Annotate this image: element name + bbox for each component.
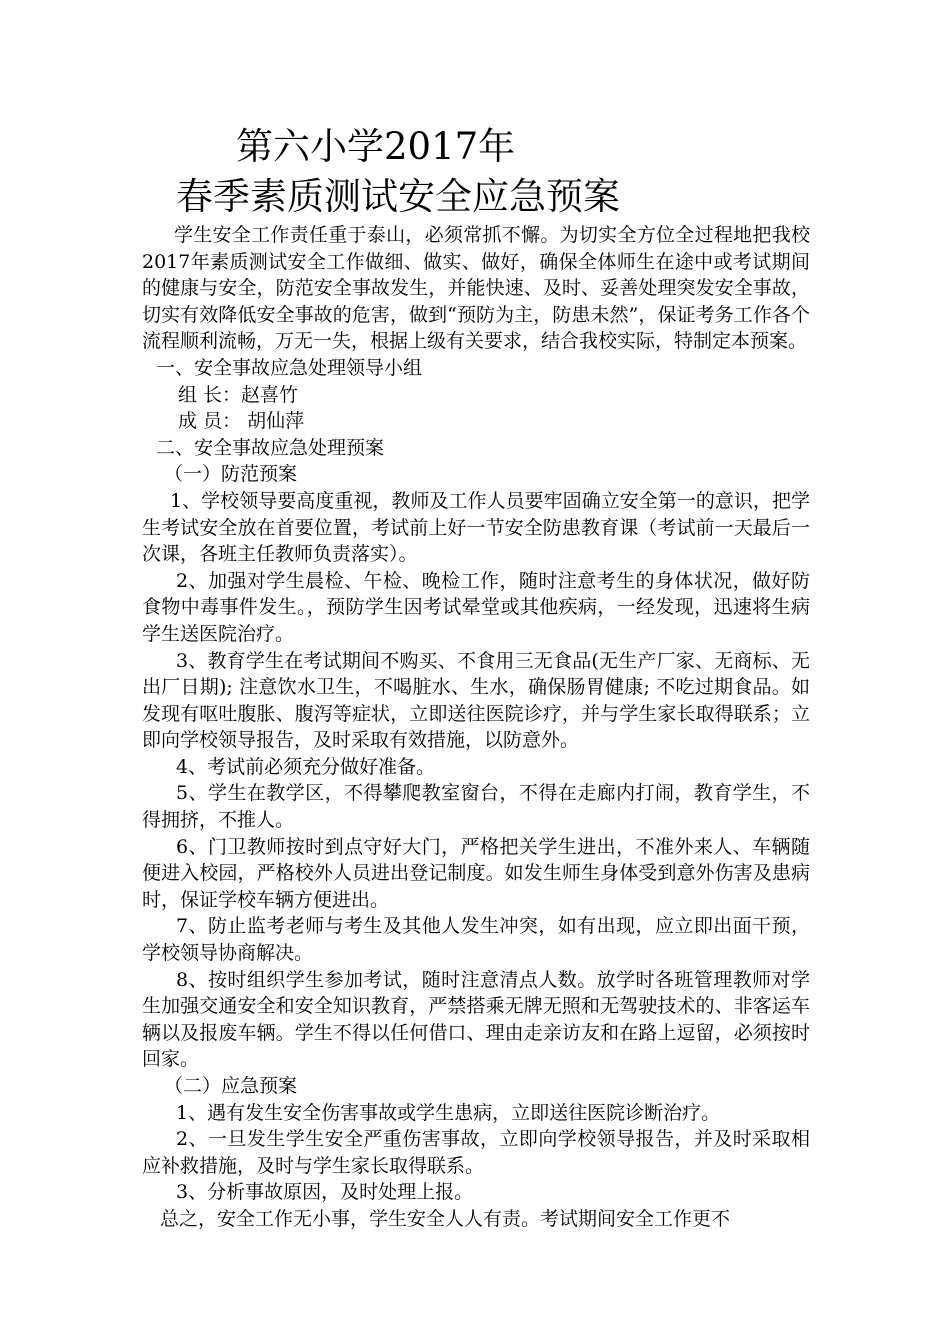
emergency-item: 2、一旦发生学生安全严重伤害事故，立即向学校领导报告，并及时采取相应补救措施，及时与学生家长取得联系。: [142, 1128, 810, 1177]
prevention-item: 6、门卫教师按时到点守好大门，严格把关学生进出，不准外来人、车辆随便进入校园，严格校外人员进出登记制度。如发生师生身体受到意外伤害及患病时，保证学校车辆方便进出。: [142, 835, 810, 911]
prevention-item: 3、教育学生在考试期间不购买、不食用三无食品(无生产厂家、无商标、无出厂日期); 注意饮水卫生，不喝脏水、生水，确保肠胃健康; 不吃过期食品。如发现有呕吐腹胀、腹泻等症状，立即送往医院诊疗，并与学生家长取得联系；立即向学校领导报告，及时采取有效措施，以防意外。: [142, 649, 810, 752]
subsection1-heading: （一）防范预案: [164, 463, 298, 486]
emergency-item: 1、遇有发生安全伤害事故或学生患病，立即送往医院诊断治疗。: [176, 1101, 721, 1124]
prevention-item: 2、加强对学生晨检、午检、晚检工作，随时注意考生的身体状况，做好防食物中毒事件发生。，预防学生因考试晕堂或其他疾病，一经发现，迅速将生病学生送医院治疗。: [142, 569, 810, 645]
prevention-item: 4、考试前必须充分做好准备。: [176, 755, 436, 778]
closing-paragraph: 总之，安全工作无小事，学生安全人人有责。考试期间安全工作更不: [160, 1207, 731, 1230]
prevention-item: 1、学校领导要高度重视，教师及工作人员要牢固确立安全第一的意识，把学生考试安全放在首要位置，考试前上好一节安全防患教育课（考试前一天最后一次课，各班主任教师负责落实）。: [142, 489, 810, 566]
prevention-item: 7、防止监考老师与考生及其他人发生冲突，如有出现，应立即出面干预，学校领导协商解决。: [142, 915, 810, 965]
members-line: 成 员： 胡仙萍: [178, 410, 305, 433]
document-title-line1: 第六小学2017年: [236, 125, 516, 168]
intro-paragraph: 学生安全工作责任重于泰山，必须常抓不懈。为切实全方位全过程地把我校2017年素质测试安全工作做细、做实、做好，确保全体师生在途中或考试期间的健康与安全，防范安全事故发生，并能快速、及时、妥善处理突发安全事故，切实有效降低安全事故的危害，做到“预防为主，防患未然”，保证考务工作各个流程顺利流畅，万无一失，根据上级有关要求，结合我校实际，特制定本预案。: [142, 224, 810, 353]
document-body: [142, 222, 810, 1233]
prevention-item: 8、按时组织学生参加考试，随时注意清点人数。放学时各班管理教师对学生加强交通安全和安全知识教育，严禁搭乘无牌无照和无驾驶技术的、非客运车辆以及报废车辆。学生不得以任何借口、理由走亲访友和在路上逗留，必须按时回家。: [142, 968, 810, 1071]
section1-heading: 一、安全事故应急处理领导小组: [156, 356, 423, 379]
leader-line: 组 长：赵喜竹: [178, 383, 299, 406]
document-title-line2: 春季素质测试安全应急预案: [176, 175, 620, 218]
emergency-item: 3、分析事故原因，及时处理上报。: [176, 1181, 474, 1204]
prevention-item: 5、学生在教学区，不得攀爬教室窗台，不得在走廊内打闹，教育学生，不得拥挤，不推人。: [142, 782, 810, 832]
section2-heading: 二、安全事故应急处理预案: [156, 436, 385, 459]
subsection2-heading: （二）应急预案: [164, 1075, 298, 1097]
